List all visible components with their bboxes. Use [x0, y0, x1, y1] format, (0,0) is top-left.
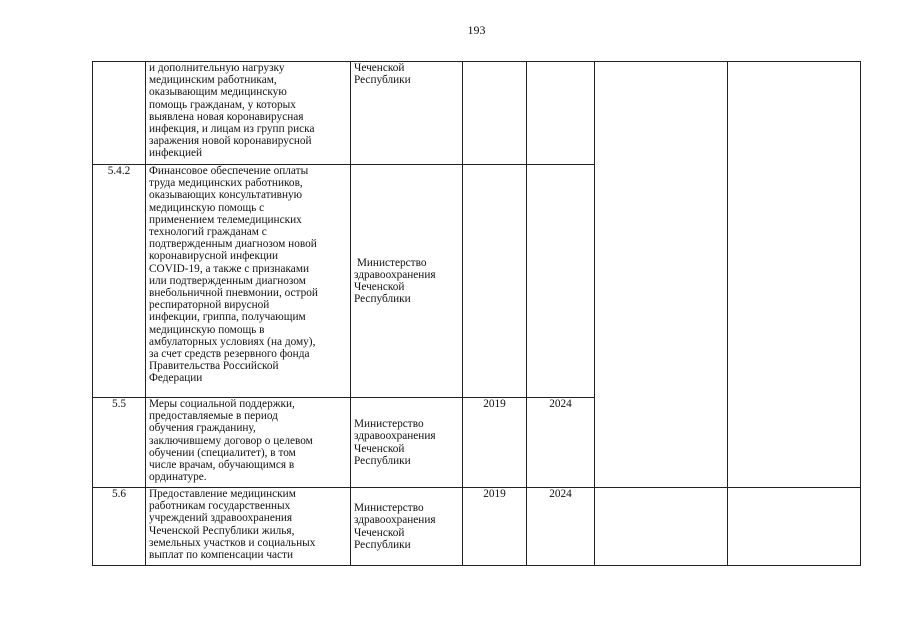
end-year	[527, 165, 595, 398]
item-number: 5.4.2	[93, 165, 146, 398]
end-year: 2024	[527, 488, 595, 566]
start-year: 2019	[463, 398, 527, 488]
end-year: 2024	[527, 398, 595, 488]
start-year: 2019	[463, 488, 527, 566]
responsible-executor: Министерство здравоохранения Чеченской Республики	[351, 398, 463, 488]
responsible-executor: Министерство здравоохранения Чеченской Республики	[351, 165, 463, 398]
responsible-executor: Министерство здравоохранения Чеченской Республики	[351, 488, 463, 566]
table-row	[93, 62, 861, 165]
item-number: 5.5	[93, 398, 146, 488]
page-number: 193	[467, 23, 486, 37]
result-cell	[595, 62, 728, 488]
measure-description: Меры социальной поддержки, предоставляемые в период обучения гражданину, заключившему договор о целевом обучении (специалитет), в том числе врачам, обучающимся в ординатуре.	[146, 398, 351, 488]
item-number	[93, 62, 146, 165]
measures-table	[92, 61, 861, 566]
result-cell	[595, 488, 728, 566]
start-year	[463, 62, 527, 165]
link-cell	[728, 62, 861, 488]
start-year	[463, 165, 527, 398]
measure-description: Финансовое обеспечение оплаты труда медицинских работников, оказывающих консультативную медицинскую помощь с применением телемедицинских технологий гражданам с подтвержденным диагнозом новой коронавирусной инфекции COVID-19, а также с признаками или подтвержденным диагнозом внебольничной пневмонии, острой респираторной вирусной инфекции, гриппа, получающим медицинскую помощь в амбулаторных условиях (на дому), за счет средств резервного фонда Правительства Российской Федерации	[146, 165, 351, 398]
responsible-executor: Чеченской Республики	[351, 62, 463, 165]
table-row	[93, 488, 861, 566]
item-number: 5.6	[93, 488, 146, 566]
measure-description: и дополнительную нагрузку медицинским работникам, оказывающим медицинскую помощь гражданам, у которых выявлена новая коронавирусная инфекция, и лицам из групп риска заражения новой коронавирусной инфекцией	[146, 62, 351, 165]
measure-description: Предоставление медицинским работникам государственных учреждений здравоохранения Чеченской Республики жилья, земельных участков и социальных выплат по компенсации части	[146, 488, 351, 566]
link-cell	[728, 488, 861, 566]
end-year	[527, 62, 595, 165]
